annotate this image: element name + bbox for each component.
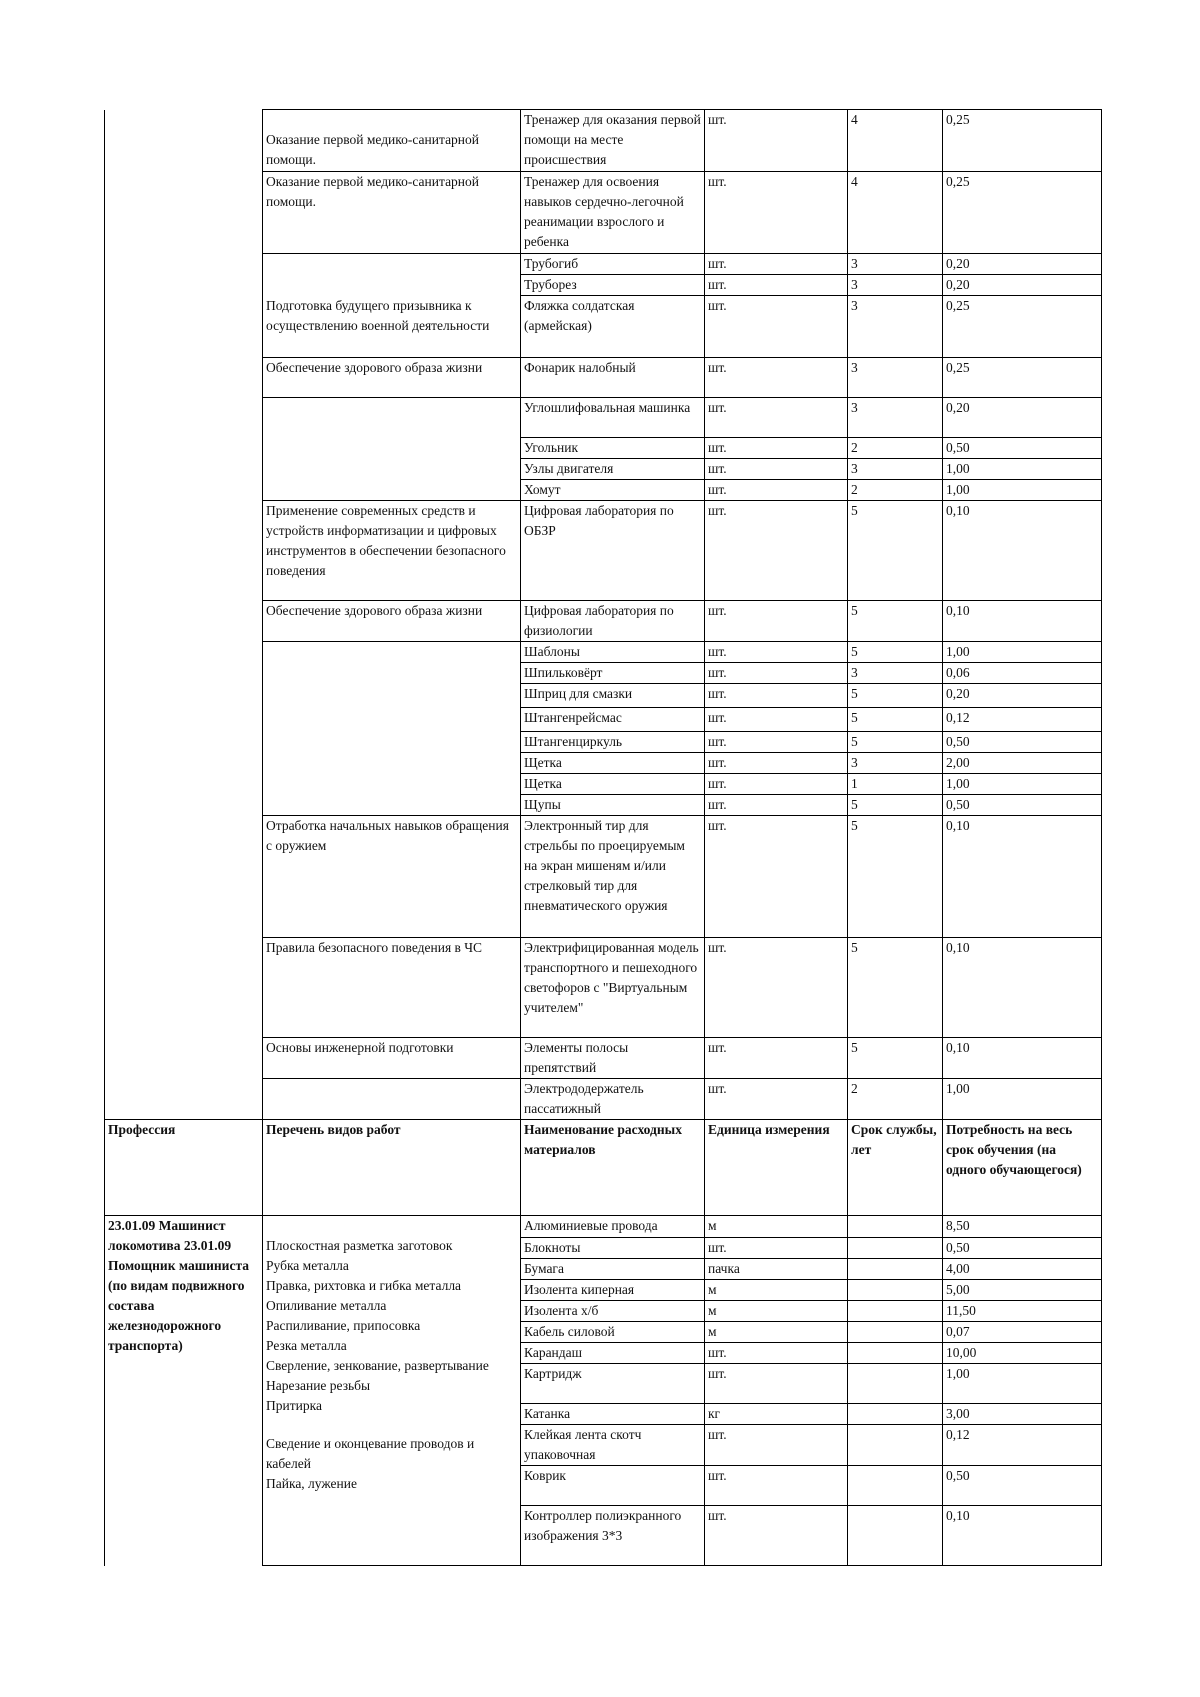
service-life-cell: 1	[848, 774, 943, 795]
work-type-cell	[263, 642, 521, 663]
need-cell: 0,50	[943, 732, 1102, 753]
need-cell: 0,50	[943, 1466, 1102, 1506]
header-works: Перечень видов работ	[263, 1120, 521, 1216]
work-type-cell: Правила безопасного поведения в ЧС	[263, 938, 521, 1038]
work-type-cell	[263, 438, 521, 459]
work-type-cell	[263, 459, 521, 480]
material-cell: Карандаш	[521, 1343, 705, 1364]
need-cell: 0,07	[943, 1322, 1102, 1343]
material-cell: Тренажер для оказания первой помощи на месте происшествия	[521, 110, 705, 172]
unit-cell: шт.	[705, 663, 848, 684]
unit-cell: шт.	[705, 753, 848, 774]
need-cell: 1,00	[943, 1364, 1102, 1404]
unit-cell: шт.	[705, 601, 848, 642]
need-cell: 0,10	[943, 1038, 1102, 1079]
service-life-cell: 5	[848, 642, 943, 663]
need-cell: 0,20	[943, 275, 1102, 296]
service-life-cell: 4	[848, 110, 943, 172]
service-life-cell: 5	[848, 938, 943, 1038]
profession-cell-continued	[105, 110, 263, 1120]
table-header-row	[105, 1120, 1102, 1216]
header-unit: Единица измерения	[705, 1120, 848, 1216]
work-type-cell	[263, 254, 521, 275]
unit-cell: шт.	[705, 501, 848, 601]
service-life-cell	[848, 1322, 943, 1343]
header-material: Наименование расходных материалов	[521, 1120, 705, 1216]
service-life-cell	[848, 1238, 943, 1259]
need-cell: 1,00	[943, 1079, 1102, 1120]
table-row	[105, 1216, 1102, 1238]
material-cell: Углошлифовальная машинка	[521, 398, 705, 438]
unit-cell: шт.	[705, 1038, 848, 1079]
works-list-cell	[263, 1216, 521, 1566]
work-type-cell: Основы инженерной подготовки	[263, 1038, 521, 1079]
header-need: Потребность на весь срок обучения (на одного обучающегося)	[943, 1120, 1102, 1216]
material-cell: Алюминиевые провода	[521, 1216, 705, 1238]
material-cell: Катанка	[521, 1404, 705, 1425]
work-item: Притирка	[266, 1398, 322, 1413]
work-item: Рубка металла	[266, 1258, 349, 1273]
service-life-cell: 5	[848, 732, 943, 753]
material-cell: Клейкая лента скотч упаковочная	[521, 1425, 705, 1466]
work-type-cell: Оказание первой медико-санитарной помощи.	[263, 172, 521, 254]
unit-cell: м	[705, 1301, 848, 1322]
material-cell: Фляжка солдатская (армейская)	[521, 296, 705, 358]
unit-cell: шт.	[705, 358, 848, 398]
work-type-cell	[263, 774, 521, 795]
need-cell: 0,25	[943, 358, 1102, 398]
material-cell: Кабель силовой	[521, 1322, 705, 1343]
unit-cell: шт.	[705, 816, 848, 938]
need-cell: 0,20	[943, 398, 1102, 438]
material-cell: Коврик	[521, 1466, 705, 1506]
material-cell: Угольник	[521, 438, 705, 459]
unit-cell: шт.	[705, 1466, 848, 1506]
service-life-cell: 3	[848, 296, 943, 358]
need-cell: 0,10	[943, 1506, 1102, 1566]
work-type-cell	[263, 480, 521, 501]
material-cell: Штангенрейсмас	[521, 708, 705, 732]
service-life-cell: 5	[848, 601, 943, 642]
work-type-cell	[263, 708, 521, 732]
need-cell: 2,00	[943, 753, 1102, 774]
work-type-cell	[263, 275, 521, 296]
material-cell: Электронный тир для стрельбы по проецируемым на экран мишеням и/или стрелковый тир для пневматического оружия	[521, 816, 705, 938]
service-life-cell	[848, 1259, 943, 1280]
service-life-cell	[848, 1364, 943, 1404]
service-life-cell: 3	[848, 358, 943, 398]
unit-cell: шт.	[705, 642, 848, 663]
service-life-cell: 2	[848, 1079, 943, 1120]
unit-cell: шт.	[705, 296, 848, 358]
unit-cell: шт.	[705, 275, 848, 296]
work-type-cell: Отработка начальных навыков обращения с оружием	[263, 816, 521, 938]
work-type-cell	[263, 795, 521, 816]
need-cell: 1,00	[943, 774, 1102, 795]
need-cell: 0,25	[943, 172, 1102, 254]
unit-cell: шт.	[705, 1506, 848, 1566]
work-type-cell: Обеспечение здорового образа жизни	[263, 358, 521, 398]
header-service-life: Срок службы, лет	[848, 1120, 943, 1216]
need-cell: 0,12	[943, 1425, 1102, 1466]
material-cell: Хомут	[521, 480, 705, 501]
service-life-cell: 3	[848, 753, 943, 774]
service-life-cell: 3	[848, 254, 943, 275]
unit-cell: шт.	[705, 708, 848, 732]
work-type-cell	[263, 398, 521, 438]
unit-cell: шт.	[705, 1343, 848, 1364]
work-type-cell: Оказание первой медико-санитарной помощи.	[263, 110, 521, 172]
unit-cell: шт.	[705, 480, 848, 501]
material-cell: Цифровая лаборатория по ОБЗР	[521, 501, 705, 601]
material-cell: Изолента киперная	[521, 1280, 705, 1301]
material-cell: Контроллер полиэкранного изображения 3*3	[521, 1506, 705, 1566]
need-cell: 4,00	[943, 1259, 1102, 1280]
service-life-cell: 3	[848, 275, 943, 296]
need-cell: 0,25	[943, 110, 1102, 172]
unit-cell: пачка	[705, 1259, 848, 1280]
need-cell: 0,10	[943, 938, 1102, 1038]
work-item: Распиливание, припосовка	[266, 1318, 421, 1333]
need-cell: 0,10	[943, 816, 1102, 938]
service-life-cell: 5	[848, 1038, 943, 1079]
work-type-cell	[263, 753, 521, 774]
work-item: Плоскостная разметка заготовок	[266, 1238, 453, 1253]
service-life-cell: 3	[848, 459, 943, 480]
work-type-cell: Подготовка будущего призывника к осуществлению военной деятельности	[263, 296, 521, 358]
unit-cell: шт.	[705, 110, 848, 172]
material-cell: Щетка	[521, 774, 705, 795]
material-cell: Щупы	[521, 795, 705, 816]
unit-cell: шт.	[705, 1079, 848, 1120]
unit-cell: шт.	[705, 938, 848, 1038]
work-item: Правка, рихтовка и гибка металла	[266, 1278, 462, 1293]
work-type-cell	[263, 732, 521, 753]
unit-cell: шт.	[705, 795, 848, 816]
material-cell: Шаблоны	[521, 642, 705, 663]
unit-cell: шт.	[705, 1364, 848, 1404]
consumables-table	[104, 109, 1102, 1566]
unit-cell: шт.	[705, 172, 848, 254]
unit-cell: м	[705, 1322, 848, 1343]
unit-cell: кг	[705, 1404, 848, 1425]
work-item: Сверление, зенкование, развертывание	[266, 1358, 489, 1373]
need-cell: 0,20	[943, 684, 1102, 708]
unit-cell: м	[705, 1280, 848, 1301]
service-life-cell	[848, 1280, 943, 1301]
work-item: Пайка, лужение	[266, 1476, 357, 1491]
need-cell: 1,00	[943, 459, 1102, 480]
service-life-cell	[848, 1216, 943, 1238]
service-life-cell: 5	[848, 816, 943, 938]
material-cell: Щетка	[521, 753, 705, 774]
service-life-cell: 5	[848, 684, 943, 708]
need-cell: 8,50	[943, 1216, 1102, 1238]
need-cell: 3,00	[943, 1404, 1102, 1425]
material-cell: Электрододержатель пассатижный	[521, 1079, 705, 1120]
service-life-cell: 4	[848, 172, 943, 254]
work-type-cell	[263, 1079, 521, 1120]
unit-cell: шт.	[705, 438, 848, 459]
work-item: Нарезание резьбы	[266, 1378, 371, 1393]
work-item: Опиливание металла	[266, 1298, 387, 1313]
work-type-cell	[263, 684, 521, 708]
service-life-cell	[848, 1301, 943, 1322]
service-life-cell: 5	[848, 708, 943, 732]
unit-cell: шт.	[705, 1425, 848, 1466]
material-cell: Шприц для смазки	[521, 684, 705, 708]
need-cell: 0,25	[943, 296, 1102, 358]
need-cell: 10,00	[943, 1343, 1102, 1364]
material-cell: Узлы двигателя	[521, 459, 705, 480]
need-cell: 0,50	[943, 795, 1102, 816]
service-life-cell: 5	[848, 501, 943, 601]
material-cell: Штангенциркуль	[521, 732, 705, 753]
unit-cell: шт.	[705, 774, 848, 795]
unit-cell: шт.	[705, 459, 848, 480]
work-type-cell	[263, 663, 521, 684]
need-cell: 1,00	[943, 480, 1102, 501]
need-cell: 0,10	[943, 601, 1102, 642]
material-cell: Элементы полосы препятствий	[521, 1038, 705, 1079]
service-life-cell	[848, 1466, 943, 1506]
unit-cell: шт.	[705, 1238, 848, 1259]
material-cell: Тренажер для освоения навыков сердечно-легочной реанимации взрослого и ребенка	[521, 172, 705, 254]
work-item: Резка металла	[266, 1338, 347, 1353]
unit-cell: шт.	[705, 732, 848, 753]
service-life-cell: 2	[848, 480, 943, 501]
unit-cell: шт.	[705, 398, 848, 438]
unit-cell: м	[705, 1216, 848, 1238]
material-cell: Изолента х/б	[521, 1301, 705, 1322]
material-cell: Труборез	[521, 275, 705, 296]
unit-cell: шт.	[705, 254, 848, 275]
service-life-cell: 2	[848, 438, 943, 459]
material-cell: Картридж	[521, 1364, 705, 1404]
need-cell: 0,50	[943, 1238, 1102, 1259]
need-cell: 11,50	[943, 1301, 1102, 1322]
need-cell: 0,50	[943, 438, 1102, 459]
material-cell: Фонарик налобный	[521, 358, 705, 398]
service-life-cell	[848, 1425, 943, 1466]
work-item: Сведение и оконцевание проводов и кабелей	[266, 1436, 475, 1471]
material-cell: Электрифицированная модель транспортного и пешеходного светофоров с "Виртуальным учителем"	[521, 938, 705, 1038]
need-cell: 0,12	[943, 708, 1102, 732]
material-cell: Бумага	[521, 1259, 705, 1280]
need-cell: 5,00	[943, 1280, 1102, 1301]
need-cell: 0,10	[943, 501, 1102, 601]
need-cell: 0,20	[943, 254, 1102, 275]
work-type-cell: Применение современных средств и устройств информатизации и цифровых инструментов в обеспечении безопасного поведения	[263, 501, 521, 601]
need-cell: 0,06	[943, 663, 1102, 684]
need-cell: 1,00	[943, 642, 1102, 663]
profession-cell: 23.01.09 Машинист локомотива 23.01.09 Помощник машиниста (по видам подвижного состава железнодорожного транспорта)	[105, 1216, 263, 1566]
material-cell: Цифровая лаборатория по физиологии	[521, 601, 705, 642]
material-cell: Шпильковёрт	[521, 663, 705, 684]
service-life-cell	[848, 1506, 943, 1566]
service-life-cell	[848, 1404, 943, 1425]
material-cell: Блокноты	[521, 1238, 705, 1259]
work-type-cell: Обеспечение здорового образа жизни	[263, 601, 521, 642]
service-life-cell: 3	[848, 663, 943, 684]
service-life-cell: 5	[848, 795, 943, 816]
service-life-cell: 3	[848, 398, 943, 438]
header-profession: Профессия	[105, 1120, 263, 1216]
material-cell: Трубогиб	[521, 254, 705, 275]
unit-cell: шт.	[705, 684, 848, 708]
table-row	[105, 110, 1102, 172]
service-life-cell	[848, 1343, 943, 1364]
